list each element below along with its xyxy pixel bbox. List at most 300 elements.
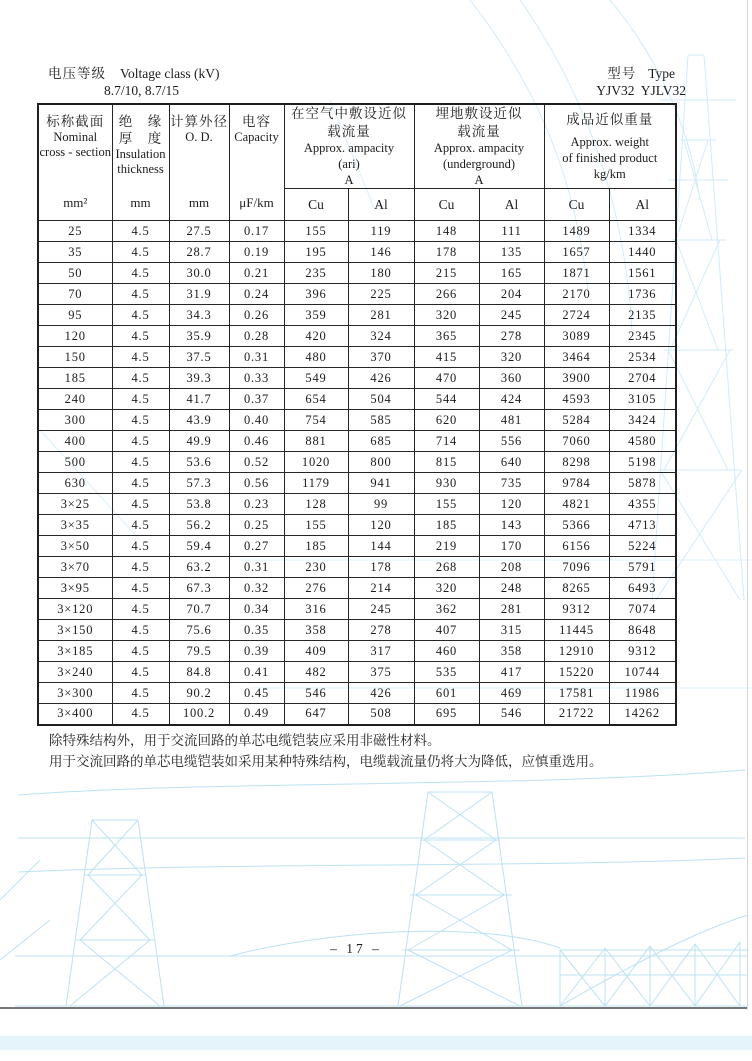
col-title-cn: 绝 缘: [118, 114, 163, 129]
table-cell: 100.2: [169, 704, 229, 725]
table-cell: 1334: [609, 221, 676, 242]
table-cell: 31.9: [169, 284, 229, 305]
table-cell: 35: [38, 242, 112, 263]
table-cell: 3×25: [38, 494, 112, 515]
table-cell: 320: [414, 578, 479, 599]
table-row: [38, 410, 676, 431]
col-title-en: Insulation: [115, 147, 166, 161]
table-cell: 67.3: [169, 578, 229, 599]
table-cell: 1020: [284, 452, 348, 473]
table-cell: 11445: [544, 620, 609, 641]
footnote-line: 用于交流回路的单芯电缆铠装如采用某种特殊结构，电缆载流量仍将大为降低，应慎重选用。: [49, 754, 603, 769]
col-group-finished-weight: [544, 104, 676, 189]
table-cell: 1440: [609, 242, 676, 263]
table-cell: 4593: [544, 389, 609, 410]
table-cell: 365: [414, 326, 479, 347]
table-cell: 12910: [544, 641, 609, 662]
table-cell: 4.5: [112, 683, 169, 704]
type-block: [596, 62, 686, 99]
table-cell: 930: [414, 473, 479, 494]
table-cell: 4.5: [112, 326, 169, 347]
table-cell: 0.35: [229, 620, 284, 641]
table-cell: 266: [414, 284, 479, 305]
table-row: [38, 305, 676, 326]
table-cell: 230: [284, 557, 348, 578]
footnotes: [49, 730, 712, 772]
table-cell: 482: [284, 662, 348, 683]
table-cell: 549: [284, 368, 348, 389]
table-row: [38, 473, 676, 494]
table-cell: 4.5: [112, 578, 169, 599]
table-row: [38, 284, 676, 305]
table-cell: 0.27: [229, 536, 284, 557]
table-cell: 424: [479, 389, 544, 410]
col-header-insulation-thickness: [112, 104, 169, 221]
col-unit: mm: [130, 195, 151, 210]
table-cell: 21722: [544, 704, 609, 725]
table-row: [38, 599, 676, 620]
table-cell: 4.5: [112, 305, 169, 326]
group-title-cn: 成品近似重量: [566, 112, 654, 127]
table-cell: 235: [284, 263, 348, 284]
table-cell: 268: [414, 557, 479, 578]
table-cell: 362: [414, 599, 479, 620]
table-cell: 3105: [609, 389, 676, 410]
table-row: [38, 641, 676, 662]
table-cell: 0.34: [229, 599, 284, 620]
table-cell: 0.31: [229, 347, 284, 368]
table-cell: 396: [284, 284, 348, 305]
table-cell: 6156: [544, 536, 609, 557]
table-cell: 5791: [609, 557, 676, 578]
table-cell: 0.31: [229, 557, 284, 578]
table-cell: 2724: [544, 305, 609, 326]
table-cell: 2345: [609, 326, 676, 347]
table-cell: 4.5: [112, 221, 169, 242]
table-cell: 4.5: [112, 263, 169, 284]
table-cell: 4.5: [112, 410, 169, 431]
col-group-ampacity-underground: [414, 104, 544, 189]
table-cell: 56.2: [169, 515, 229, 536]
table-cell: 358: [284, 620, 348, 641]
table-cell: 0.46: [229, 431, 284, 452]
table-cell: 4.5: [112, 536, 169, 557]
table-cell: 1657: [544, 242, 609, 263]
table-cell: 714: [414, 431, 479, 452]
table-row: [38, 536, 676, 557]
table-cell: 1489: [544, 221, 609, 242]
table-cell: 214: [348, 578, 414, 599]
table-cell: 1871: [544, 263, 609, 284]
table-cell: 3089: [544, 326, 609, 347]
table-cell: 315: [479, 620, 544, 641]
table-cell: 34.3: [169, 305, 229, 326]
type-labels: [596, 62, 686, 82]
table-cell: 0.17: [229, 221, 284, 242]
table-cell: 49.9: [169, 431, 229, 452]
table-row: [38, 368, 676, 389]
table-cell: 59.4: [169, 536, 229, 557]
table-cell: 685: [348, 431, 414, 452]
table-cell: 8265: [544, 578, 609, 599]
table-row: [38, 494, 676, 515]
group-title-en: Approx. ampacity: [303, 141, 395, 155]
table-cell: 148: [414, 221, 479, 242]
table-cell: 800: [348, 452, 414, 473]
type-values: YJV32 YJLV32: [596, 83, 686, 98]
col-title-en: cross - section: [39, 145, 111, 159]
table-cell: 8648: [609, 620, 676, 641]
table-cell: 480: [284, 347, 348, 368]
page-header: [48, 62, 714, 99]
table-cell: 417: [479, 662, 544, 683]
table-cell: 2704: [609, 368, 676, 389]
table-cell: 35.9: [169, 326, 229, 347]
table-row: [38, 662, 676, 683]
table-cell: 3×35: [38, 515, 112, 536]
table-cell: 70: [38, 284, 112, 305]
table-cell: 544: [414, 389, 479, 410]
table-cell: 2135: [609, 305, 676, 326]
table-cell: 3×150: [38, 620, 112, 641]
table-cell: 3×240: [38, 662, 112, 683]
table-cell: 620: [414, 410, 479, 431]
table-cell: 135: [479, 242, 544, 263]
table-cell: 90.2: [169, 683, 229, 704]
table-cell: 0.26: [229, 305, 284, 326]
table-cell: 120: [479, 494, 544, 515]
table-cell: 8298: [544, 452, 609, 473]
table-row: [38, 515, 676, 536]
table-cell: 7074: [609, 599, 676, 620]
table-cell: 460: [414, 641, 479, 662]
table-cell: 370: [348, 347, 414, 368]
table-cell: 2170: [544, 284, 609, 305]
table-cell: 248: [479, 578, 544, 599]
table-cell: 53.8: [169, 494, 229, 515]
table-cell: 155: [284, 221, 348, 242]
table-cell: 300: [38, 410, 112, 431]
table-cell: 4355: [609, 494, 676, 515]
table-cell: 4.5: [112, 284, 169, 305]
table-cell: 281: [479, 599, 544, 620]
table-cell: 647: [284, 704, 348, 725]
col-title-cn: 电容: [242, 114, 271, 129]
table-cell: 359: [284, 305, 348, 326]
table-cell: 4.5: [112, 557, 169, 578]
table-cell: 30.0: [169, 263, 229, 284]
table-cell: 155: [284, 515, 348, 536]
table-cell: 7060: [544, 431, 609, 452]
table-cell: 316: [284, 599, 348, 620]
table-row: [38, 326, 676, 347]
table-cell: 6493: [609, 578, 676, 599]
table-cell: 4.5: [112, 347, 169, 368]
page-number: – 17 –: [330, 941, 382, 956]
table-cell: 57.3: [169, 473, 229, 494]
table-cell: 4821: [544, 494, 609, 515]
table-cell: 3×95: [38, 578, 112, 599]
group-title-en: of finished product: [562, 151, 658, 165]
table-row: [38, 620, 676, 641]
table-row: [38, 704, 676, 725]
table-cell: 4713: [609, 515, 676, 536]
table-cell: 4.5: [112, 242, 169, 263]
table-cell: 5878: [609, 473, 676, 494]
table-cell: 630: [38, 473, 112, 494]
table-cell: 317: [348, 641, 414, 662]
table-cell: 95: [38, 305, 112, 326]
table-cell: 0.24: [229, 284, 284, 305]
table-cell: 63.2: [169, 557, 229, 578]
table-cell: 240: [38, 389, 112, 410]
table-cell: 3×300: [38, 683, 112, 704]
table-row: [38, 263, 676, 284]
table-cell: 25: [38, 221, 112, 242]
table-cell: 70.7: [169, 599, 229, 620]
table-cell: 469: [479, 683, 544, 704]
table-cell: 178: [414, 242, 479, 263]
table-cell: 3×400: [38, 704, 112, 725]
voltage-class-values: 8.7/10, 8.7/15: [104, 83, 180, 98]
table-cell: 320: [414, 305, 479, 326]
group-title-en: (ari): [338, 157, 360, 171]
table-cell: 426: [348, 368, 414, 389]
table-cell: 43.9: [169, 410, 229, 431]
table-cell: 195: [284, 242, 348, 263]
table-cell: 10744: [609, 662, 676, 683]
col-header-capacity: [229, 104, 284, 221]
table-cell: 215: [414, 263, 479, 284]
table-cell: 400: [38, 431, 112, 452]
table-cell: 2534: [609, 347, 676, 368]
table-cell: 14262: [609, 704, 676, 725]
table-row: [38, 431, 676, 452]
table-cell: 546: [284, 683, 348, 704]
group-title-en: Approx. weight: [570, 135, 649, 149]
table-cell: 470: [414, 368, 479, 389]
table-cell: 0.49: [229, 704, 284, 725]
table-cell: 375: [348, 662, 414, 683]
table-cell: 426: [348, 683, 414, 704]
group-title-cn: 埋地敷设近似: [435, 106, 523, 121]
table-cell: 5224: [609, 536, 676, 557]
table-row: [38, 347, 676, 368]
voltage-class-label-cn: 电压等级: [48, 66, 106, 81]
table-cell: 1736: [609, 284, 676, 305]
table-head: [38, 104, 676, 221]
table-cell: 3×185: [38, 641, 112, 662]
table-cell: 4.5: [112, 368, 169, 389]
table-cell: 180: [348, 263, 414, 284]
type-label-en: Type: [648, 66, 676, 81]
table-cell: 585: [348, 410, 414, 431]
table-cell: 358: [479, 641, 544, 662]
table-cell: 5366: [544, 515, 609, 536]
table-cell: 128: [284, 494, 348, 515]
table-cell: 0.40: [229, 410, 284, 431]
table-cell: 500: [38, 452, 112, 473]
table-cell: 155: [414, 494, 479, 515]
col-header-outer-diameter: [169, 104, 229, 221]
subcol-weight-al: Al: [609, 189, 676, 221]
col-title-en: O. D.: [185, 130, 213, 144]
table-cell: 0.41: [229, 662, 284, 683]
table-cell: 735: [479, 473, 544, 494]
table-row: [38, 452, 676, 473]
table-head-row-groups: [38, 104, 676, 189]
table-cell: 185: [284, 536, 348, 557]
table-row: [38, 389, 676, 410]
table-cell: 0.25: [229, 515, 284, 536]
table-cell: 3×70: [38, 557, 112, 578]
table-cell: 407: [414, 620, 479, 641]
table-cell: 0.19: [229, 242, 284, 263]
table-cell: 640: [479, 452, 544, 473]
table-cell: 0.28: [229, 326, 284, 347]
table-cell: 815: [414, 452, 479, 473]
table-cell: 941: [348, 473, 414, 494]
table-cell: 15220: [544, 662, 609, 683]
table-cell: 0.23: [229, 494, 284, 515]
table-cell: 84.8: [169, 662, 229, 683]
table-cell: 143: [479, 515, 544, 536]
table-cell: 146: [348, 242, 414, 263]
table-cell: 324: [348, 326, 414, 347]
table-row: [38, 242, 676, 263]
table-cell: 601: [414, 683, 479, 704]
cable-spec-table: [37, 103, 677, 726]
table-cell: 79.5: [169, 641, 229, 662]
table-cell: 420: [284, 326, 348, 347]
table-cell: 0.39: [229, 641, 284, 662]
table-cell: 481: [479, 410, 544, 431]
footnote-line: 除特殊结构外，用于交流回路的单芯电缆铠装应采用非磁性材料。: [49, 733, 441, 748]
table-cell: 111: [479, 221, 544, 242]
table-row: [38, 557, 676, 578]
table-cell: 754: [284, 410, 348, 431]
table-cell: 28.7: [169, 242, 229, 263]
group-title-en: (underground): [443, 157, 515, 171]
table-cell: 281: [348, 305, 414, 326]
table-cell: 5284: [544, 410, 609, 431]
table-cell: 9784: [544, 473, 609, 494]
table-cell: 695: [414, 704, 479, 725]
table-cell: 535: [414, 662, 479, 683]
group-title-en: A: [344, 173, 354, 187]
col-title-cn: 计算外径: [170, 114, 228, 129]
table-cell: 360: [479, 368, 544, 389]
table-cell: 0.21: [229, 263, 284, 284]
subcol-underground-al: Al: [479, 189, 544, 221]
table-cell: 3424: [609, 410, 676, 431]
table-cell: 50: [38, 263, 112, 284]
group-title-en: A: [474, 173, 484, 187]
table-cell: 119: [348, 221, 414, 242]
table-cell: 508: [348, 704, 414, 725]
subcol-underground-cu: Cu: [414, 189, 479, 221]
col-unit: μF/km: [239, 195, 274, 210]
table-cell: 17581: [544, 683, 609, 704]
table-cell: 276: [284, 578, 348, 599]
table-cell: 41.7: [169, 389, 229, 410]
table-cell: 3×50: [38, 536, 112, 557]
table-cell: 3900: [544, 368, 609, 389]
table-cell: 4.5: [112, 515, 169, 536]
table-cell: 556: [479, 431, 544, 452]
table-cell: 225: [348, 284, 414, 305]
table-cell: 185: [38, 368, 112, 389]
col-title-cn: 标称截面: [46, 114, 105, 129]
voltage-class-label-en: Voltage class (kV): [120, 66, 220, 81]
table-cell: 881: [284, 431, 348, 452]
table-cell: 0.56: [229, 473, 284, 494]
table-cell: 9312: [544, 599, 609, 620]
col-title-en: thickness: [117, 162, 164, 176]
col-unit: mm²: [63, 195, 88, 210]
table-cell: 4.5: [112, 473, 169, 494]
table-row: [38, 683, 676, 704]
table-cell: 415: [414, 347, 479, 368]
table-cell: 278: [348, 620, 414, 641]
table-cell: 37.5: [169, 347, 229, 368]
table-cell: 409: [284, 641, 348, 662]
scan-edge-line: [0, 1007, 747, 1009]
table-cell: 208: [479, 557, 544, 578]
group-title-cn: 在空气中敷设近似: [291, 106, 407, 121]
table-cell: 245: [348, 599, 414, 620]
table-cell: 654: [284, 389, 348, 410]
table-cell: 4.5: [112, 389, 169, 410]
type-label-cn: 型号: [607, 66, 637, 81]
table-cell: 219: [414, 536, 479, 557]
col-group-ampacity-air: [284, 104, 414, 189]
table-cell: 39.3: [169, 368, 229, 389]
table-cell: 178: [348, 557, 414, 578]
table-cell: 1179: [284, 473, 348, 494]
table-cell: 165: [479, 263, 544, 284]
table-cell: 0.45: [229, 683, 284, 704]
table-cell: 245: [479, 305, 544, 326]
table-cell: 144: [348, 536, 414, 557]
group-title-cn: 载流量: [457, 124, 501, 139]
table-cell: 546: [479, 704, 544, 725]
subcol-air-cu: Cu: [284, 189, 348, 221]
table-cell: 150: [38, 347, 112, 368]
table-cell: 53.6: [169, 452, 229, 473]
table-cell: 4.5: [112, 662, 169, 683]
col-title-en: Capacity: [234, 130, 279, 144]
group-title-en: Approx. ampacity: [433, 141, 525, 155]
table-cell: 120: [348, 515, 414, 536]
table-cell: 204: [479, 284, 544, 305]
table-cell: 0.32: [229, 578, 284, 599]
col-unit: mm: [188, 195, 210, 210]
col-title-cn: 厚 度: [118, 131, 163, 146]
table-cell: 320: [479, 347, 544, 368]
table-cell: 4.5: [112, 494, 169, 515]
table-cell: 4.5: [112, 452, 169, 473]
table-cell: 3×120: [38, 599, 112, 620]
table-cell: 9312: [609, 641, 676, 662]
table-cell: 120: [38, 326, 112, 347]
subcol-weight-cu: Cu: [544, 189, 609, 221]
table-cell: 1561: [609, 263, 676, 284]
table-cell: 4580: [609, 431, 676, 452]
table-row: [38, 221, 676, 242]
group-title-en: kg/km: [593, 167, 626, 181]
table-cell: 0.52: [229, 452, 284, 473]
